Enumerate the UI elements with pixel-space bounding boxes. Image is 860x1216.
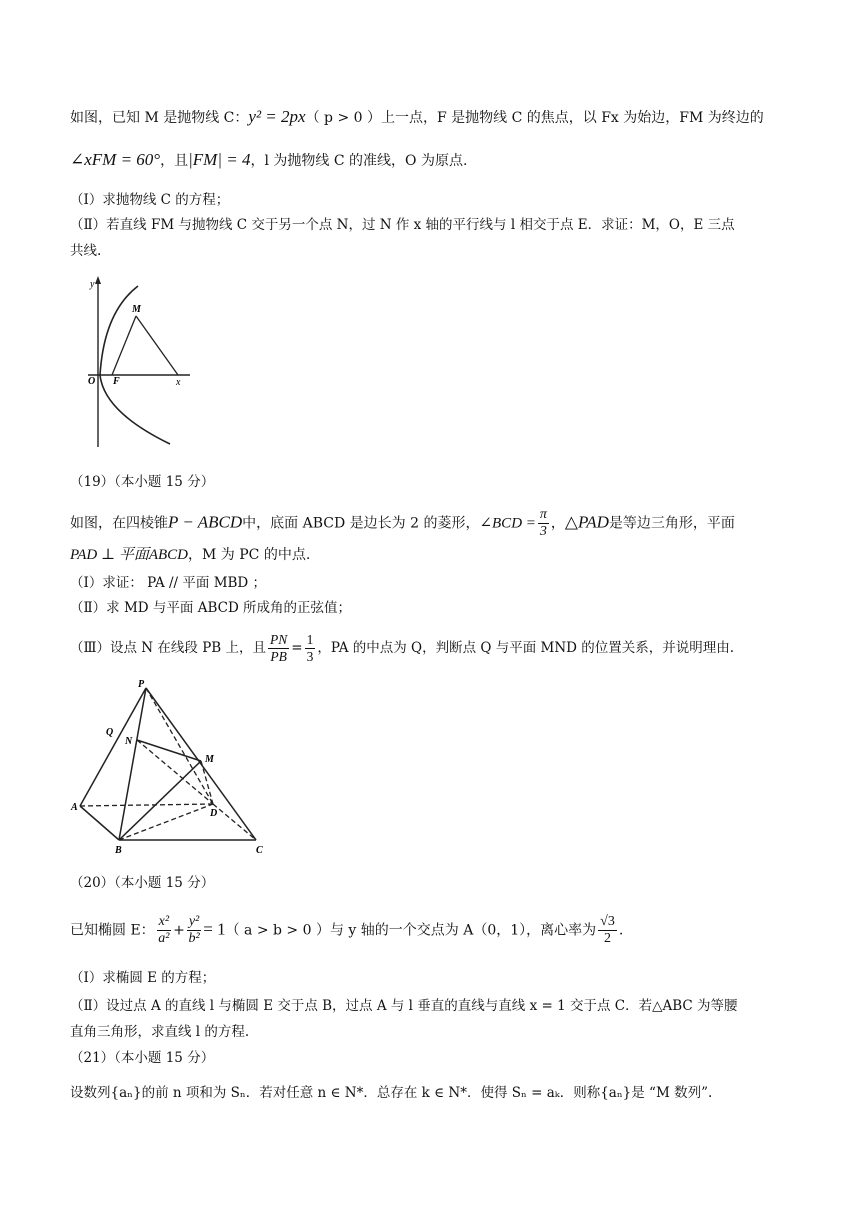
q19-angle-frac: [538, 507, 549, 540]
q18-cond: （ p > 0 ）: [305, 110, 381, 126]
q20-y2: y²: [188, 914, 200, 929]
q20-part2b: 直角三角形，求直线 l 的方程.: [70, 1024, 250, 1040]
q20-a2: a²: [158, 931, 170, 946]
q20-x-frac: [157, 914, 171, 947]
q19-third-den: 3: [306, 649, 314, 664]
q21-header: （21）（本小题 15 分）: [70, 1050, 215, 1066]
label-f: F: [113, 376, 120, 387]
q20-b2: b²: [188, 931, 200, 946]
q20-e-num: √3: [600, 914, 615, 929]
q18-intro-line: [70, 107, 764, 128]
q20-header: （20）（本小题 15 分）: [70, 875, 215, 891]
q20-e-frac: [598, 914, 617, 947]
q19-pyramid-figure: [70, 676, 270, 861]
q18-part1: （Ⅰ）求抛物线 C 的方程；: [70, 192, 230, 208]
q19-intro-c: ，: [550, 515, 565, 532]
edge-nd: [137, 740, 213, 804]
q19-ratio-eq: =: [291, 640, 303, 656]
q19-part1: （Ⅰ）求证： PA // 平面 MBD ；: [70, 575, 267, 591]
label-m: M: [205, 754, 214, 765]
q19-third-frac: [305, 632, 316, 665]
label-o: O: [88, 376, 96, 387]
q20-cond: （ a > b > 0 ）: [225, 922, 330, 939]
q19-third-num: 1: [306, 632, 314, 647]
label-c: C: [256, 845, 263, 856]
q20-intro-b: 与 y 轴的一个交点为 A（0，1），离心率为: [329, 922, 597, 939]
label-y: y: [90, 279, 95, 290]
label-a: A: [71, 802, 78, 813]
q19-intro-d: 是等边三角形，平面: [608, 515, 735, 532]
q19-part3-b: ，PA 的中点为 Q，判断点 Q 与平面 MND 的位置关系，并说明理由.: [317, 640, 735, 656]
q19-intro-b: 中，底面 ABCD 是边长为 2 的菱形，: [242, 515, 480, 532]
q19-frac-num: π: [539, 507, 547, 522]
q19-pyramid: P − ABCD: [168, 512, 243, 532]
label-d: D: [210, 808, 218, 819]
q18-intro-a: 如图，已知 M 是抛物线 C：: [70, 110, 249, 126]
q20-e-den: 2: [604, 931, 612, 946]
q20-plus: +: [173, 922, 185, 939]
q18-parabola-figure: [78, 272, 208, 452]
q20-dot: .: [618, 922, 624, 939]
q19-ratio-den: PB: [270, 649, 287, 664]
y-axis-arrow-icon: [95, 276, 101, 284]
edge-ab: [80, 806, 119, 840]
label-b: B: [115, 845, 122, 856]
q20-part2a: （Ⅱ）设过点 A 的直线 l 与椭圆 E 交于点 B，过点 A 与 l 垂直的直线与直线 x = 1 交于点 C．若△ABC 为等腰: [70, 998, 738, 1014]
q19-ratio-num: PN: [270, 632, 288, 647]
q18-intro-b: 上一点，F 是抛物线 C 的焦点，以 Fx 为始边，FM 为终边的: [380, 110, 764, 126]
q19-line2-b: ，M 为 PC 的中点.: [188, 547, 311, 563]
q18-line2-c: ，l 为抛物线 C 的准线，O 为原点.: [250, 153, 468, 169]
q19-line2: [70, 545, 310, 565]
q19-triangle: △PAD: [564, 512, 609, 532]
q19-ratio-frac: [268, 632, 289, 665]
q19-intro-line: [70, 507, 735, 540]
label-p: P: [138, 679, 145, 690]
edge-ad: [80, 804, 213, 806]
q18-part2b: 共线.: [70, 243, 102, 259]
q20-x2: x²: [158, 914, 170, 929]
q20-intro-a: 已知椭圆 E：: [70, 922, 155, 939]
label-n: N: [125, 736, 133, 747]
q19-intro-a: 如图，在四棱锥: [70, 515, 168, 532]
label-x: x: [176, 377, 181, 388]
q19-part2: （Ⅱ）求 MD 与平面 ABCD 所成角的正弦值；: [70, 600, 352, 616]
label-q: Q: [106, 727, 114, 738]
q19-header: （19）（本小题 15 分）: [70, 474, 215, 490]
edge-pc: [146, 688, 256, 840]
q18-line2: [70, 150, 467, 171]
q18-part2a: （Ⅱ）若直线 FM 与抛物线 C 交于另一个点 N，过 N 作 x 轴的平行线与 l 相交于点 E．求证：M，O，E 三点: [70, 217, 735, 233]
q18-angle: ∠xFM = 60°: [70, 150, 161, 169]
q18-parabola-eq: y² = 2px: [248, 107, 306, 126]
q18-abs: |FM| = 4: [188, 150, 251, 169]
q19-part3-a: （Ⅲ）设点 N 在线段 PB 上，且: [70, 640, 267, 656]
q19-perp: PAD ⊥ 平面ABCD: [70, 547, 188, 563]
q20-y-frac: [187, 914, 201, 947]
q20-intro-line: [70, 914, 623, 947]
q19-part3: [70, 632, 734, 665]
edge-bd: [119, 804, 213, 840]
q19-angle: ∠BCD =: [479, 515, 536, 532]
q21-text: 设数列{aₙ}的前 n 项和为 Sₙ．若对任意 n ∈ N*．总存在 k ∈ N*．使得 Sₙ = aₖ．则称{aₙ}是 “M 数列”.: [70, 1085, 713, 1101]
segment-m-x: [136, 316, 178, 375]
q19-frac-den: 3: [539, 524, 547, 539]
q18-line2-b: ，且: [160, 153, 189, 169]
q20-eq1: = 1: [203, 919, 226, 939]
q20-part1: （Ⅰ）求椭圆 E 的方程；: [70, 970, 216, 986]
label-m: M: [132, 304, 141, 315]
segment-fm: [112, 316, 136, 375]
